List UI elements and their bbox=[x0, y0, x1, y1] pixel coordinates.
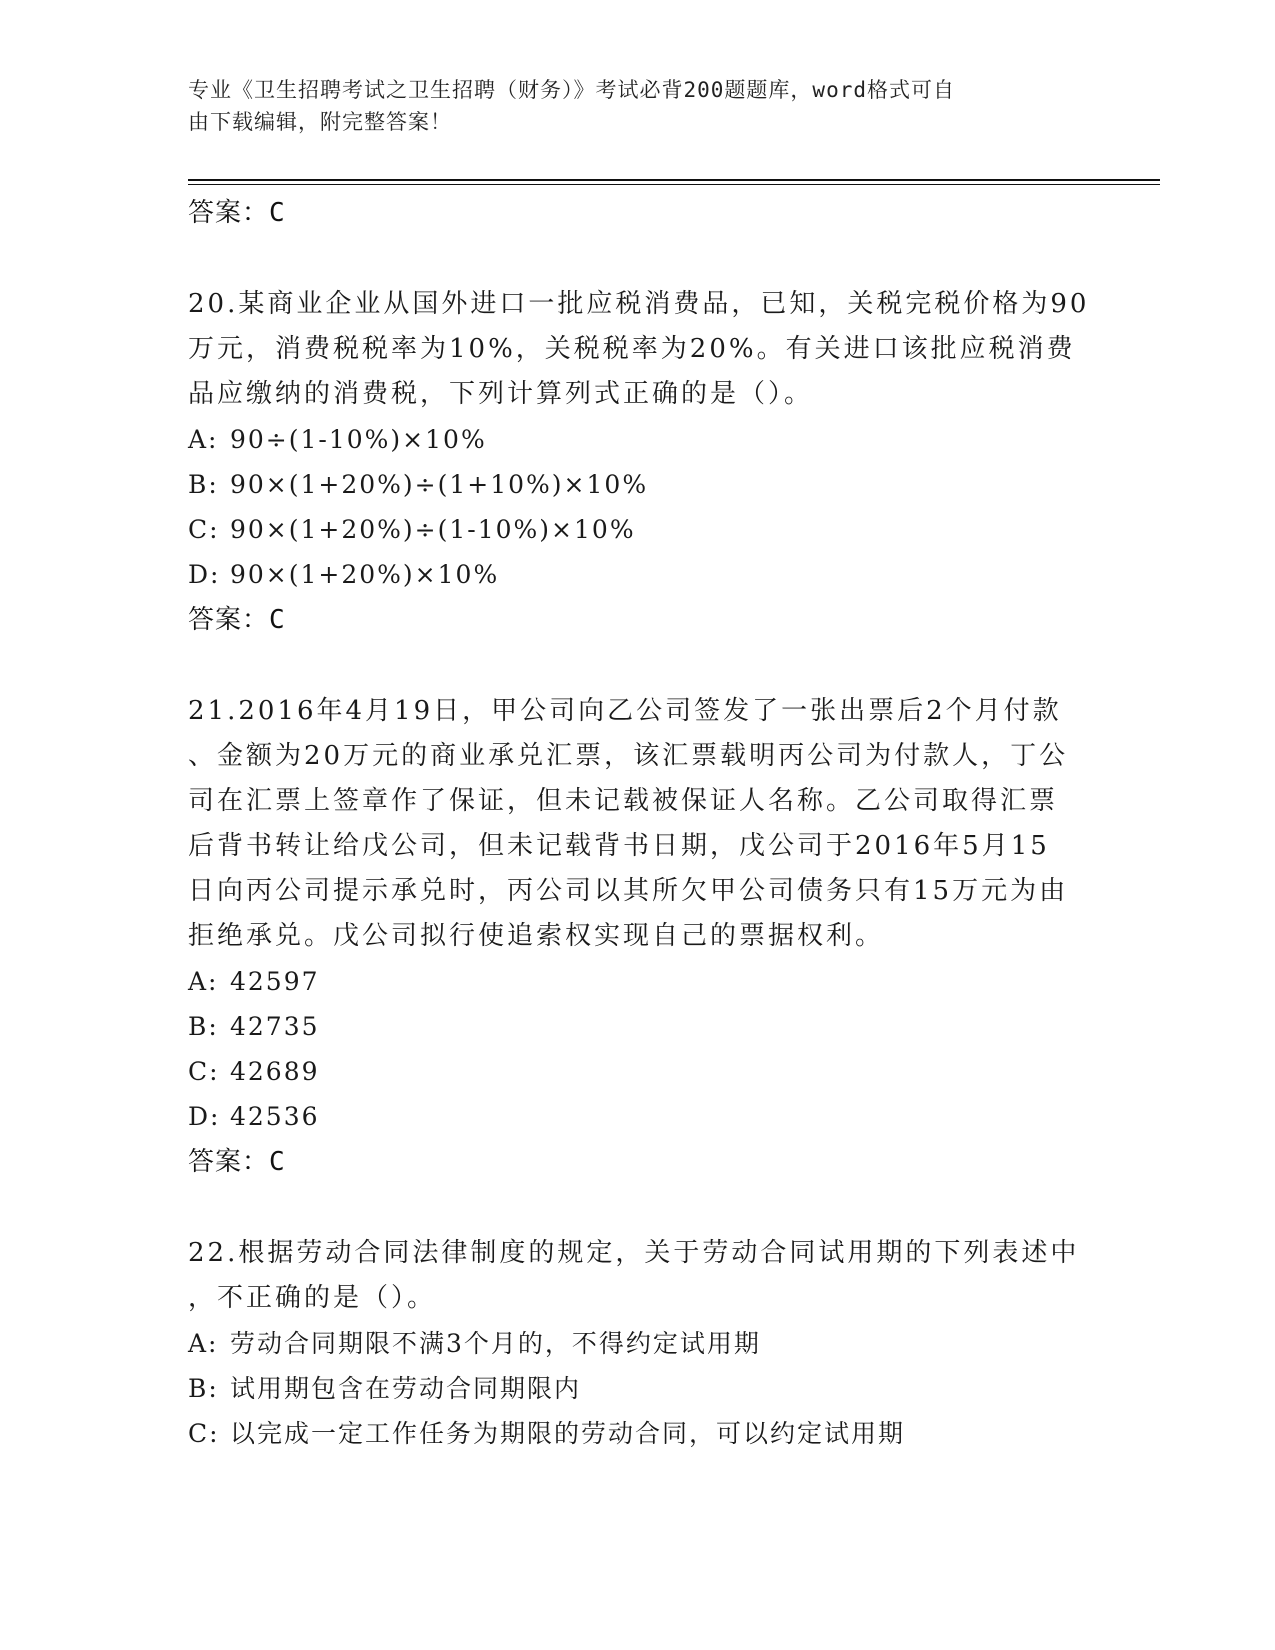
option-text: 试用期包含在劳动合同期限内 bbox=[230, 1374, 582, 1403]
question-text-line: 司在汇票上签章作了保证，但未记载被保证人名称。乙公司取得汇票 bbox=[188, 786, 1059, 816]
question-text-line: 万元，消费税税率为10%，关税税率为20%。有关进口该批应税消费 bbox=[188, 334, 1076, 364]
option-text: 42597 bbox=[230, 967, 320, 996]
question-21 bbox=[188, 689, 1088, 1185]
spacer bbox=[188, 1185, 1088, 1231]
option-key: C: bbox=[188, 515, 220, 544]
question-text-line: 、金额为20万元的商业承兑汇票，该汇票载明丙公司为付款人，丁公 bbox=[188, 741, 1069, 771]
option-d bbox=[188, 1094, 1088, 1139]
option-text: 42689 bbox=[230, 1057, 320, 1086]
header-divider bbox=[188, 179, 1160, 181]
option-a bbox=[188, 417, 1088, 462]
question-text-line: 21.2016年4月19日，甲公司向乙公司签发了一张出票后2个月付款 bbox=[188, 696, 1062, 726]
answer: 答案：C bbox=[188, 1147, 286, 1177]
option-d bbox=[188, 552, 1088, 597]
option-c bbox=[188, 1411, 1088, 1456]
option-text: 90÷(1-10%)×10% bbox=[230, 425, 487, 454]
option-key: B: bbox=[188, 1374, 219, 1403]
option-key: D: bbox=[188, 560, 221, 589]
option-text: 90×(1+20%)÷(1+10%)×10% bbox=[230, 470, 649, 499]
question-20 bbox=[188, 282, 1088, 643]
option-text: 以完成一定工作任务为期限的劳动合同，可以约定试用期 bbox=[230, 1419, 906, 1448]
option-c bbox=[188, 507, 1088, 552]
question-22 bbox=[188, 1231, 1088, 1456]
question-text-line: 后背书转让给戊公司，但未记载背书日期，戊公司于2016年5月15 bbox=[188, 831, 1050, 861]
option-text: 劳动合同期限不满3个月的，不得约定试用期 bbox=[230, 1329, 761, 1358]
option-key: B: bbox=[188, 470, 219, 499]
option-a bbox=[188, 959, 1088, 1004]
question-text-line: ，不正确的是（）。 bbox=[188, 1283, 437, 1313]
question-text-line: 拒绝承兑。戊公司拟行使追索权实现自己的票据权利。 bbox=[188, 921, 885, 951]
previous-answer: 答案：C bbox=[188, 198, 286, 228]
question-text-line: 品应缴纳的消费税，下列计算列式正确的是（）。 bbox=[188, 379, 814, 409]
option-key: B: bbox=[188, 1012, 219, 1041]
option-text: 90×(1+20%)÷(1-10%)×10% bbox=[230, 515, 636, 544]
option-key: C: bbox=[188, 1419, 220, 1448]
option-text: 42735 bbox=[230, 1012, 320, 1041]
option-b bbox=[188, 1366, 1088, 1411]
page-header bbox=[188, 74, 1068, 138]
option-key: A: bbox=[188, 967, 219, 996]
question-text-line: 20.某商业企业从国外进口一批应税消费品，已知，关税完税价格为90 bbox=[188, 289, 1090, 319]
option-a bbox=[188, 1321, 1088, 1366]
option-c bbox=[188, 1049, 1088, 1094]
questions-content bbox=[188, 190, 1088, 1456]
option-key: A: bbox=[188, 1329, 219, 1358]
spacer bbox=[188, 643, 1088, 689]
option-text: 90×(1+20%)×10% bbox=[230, 560, 500, 589]
option-b bbox=[188, 1004, 1088, 1049]
question-text-line: 22.根据劳动合同法律制度的规定，关于劳动合同试用期的下列表述中 bbox=[188, 1238, 1080, 1268]
answer: 答案：C bbox=[188, 605, 286, 635]
question-text-line: 日向丙公司提示承兑时，丙公司以其所欠甲公司债务只有15万元为由 bbox=[188, 876, 1069, 906]
option-b bbox=[188, 462, 1088, 507]
header-divider-thin bbox=[188, 184, 1160, 185]
option-key: A: bbox=[188, 425, 219, 454]
header-line-1: 专业《卫生招聘考试之卫生招聘（财务）》考试必背200题题库，word格式可自 bbox=[188, 78, 955, 102]
option-key: D: bbox=[188, 1102, 221, 1131]
option-text: 42536 bbox=[230, 1102, 320, 1131]
option-key: C: bbox=[188, 1057, 220, 1086]
spacer bbox=[188, 236, 1088, 282]
header-line-2: 由下载编辑，附完整答案！ bbox=[188, 110, 452, 134]
